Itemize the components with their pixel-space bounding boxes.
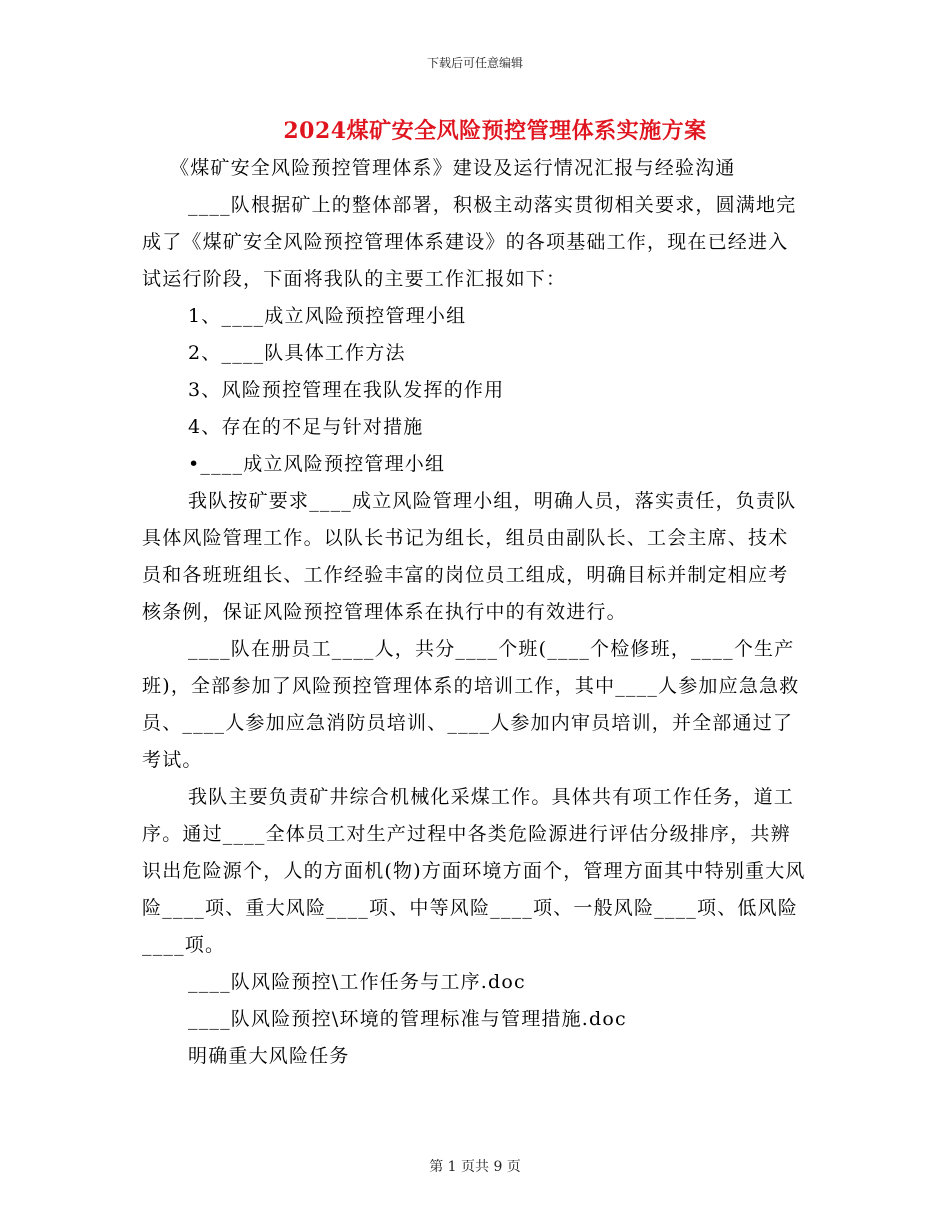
outline-item-3: 3、风险预控管理在我队发挥的作用 (188, 379, 505, 401)
document-title: 2024煤矿安全风险预控管理体系实施方案 (283, 118, 707, 144)
outline-item-4: 4、存在的不足与针对措施 (188, 416, 424, 438)
body-paragraph-major-risk: 明确重大风险任务 (188, 1045, 350, 1067)
file-reference-environment: ____队风险预控\环境的管理标准与管理措施.doc (188, 1008, 627, 1030)
page-header: 下载后可任意编辑 (426, 56, 523, 70)
body-paragraph-risk: 我队主要负责矿井综合机械化采煤工作。具体共有项工作任务，道工序。通过____全体员工对生产过程中各类危险源进行评估分级排序，共辨识出危险源个，人的方面机(物)方面环境方面个，管理方面其中特别重大风险____项、重大风险____项、中等风险____项、一般风险____项、低风险____项。 (142, 786, 806, 956)
body-paragraph-staff: ____队在册员工____人，共分____个班(____个检修班，____个生产班)，全部参加了风险预控管理体系的培训工作，其中____人参加应急急救员、____人参加应急消防员培训、____人参加内审员培训，并全部通过了考试。 (142, 638, 800, 771)
outline-item-1: 1、____成立风险预控管理小组 (188, 305, 467, 327)
intro-paragraph: ____队根据矿上的整体部署，积极主动落实贯彻相关要求，圆满地完成了《煤矿安全风险预控管理体系建设》的各项基础工作，现在已经进入试运行阶段，下面将我队的主要工作汇报如下： (142, 194, 797, 290)
file-reference-tasks: ____队风险预控\工作任务与工序.doc (188, 971, 526, 993)
body-paragraph-team: 我队按矿要求____成立风险管理小组，明确人员，落实责任，负责队具体风险管理工作。以队长书记为组长，组员由副队长、工会主席、技术员和各班班组长、工作经验丰富的岗位员工组成，明确目标并制定相应考核条例，保证风险预控管理体系在执行中的有效进行。 (142, 490, 797, 623)
document-body (142, 150, 807, 1075)
outline-item-2: 2、____队具体工作方法 (188, 342, 406, 364)
page-footer: 第 1 页共 9 页 (429, 1159, 521, 1175)
section-heading: •____成立风险预控管理小组 (188, 453, 446, 475)
document-subtitle: 《煤矿安全风险预控管理体系》建设及运行情况汇报与经验沟通 (170, 157, 736, 179)
